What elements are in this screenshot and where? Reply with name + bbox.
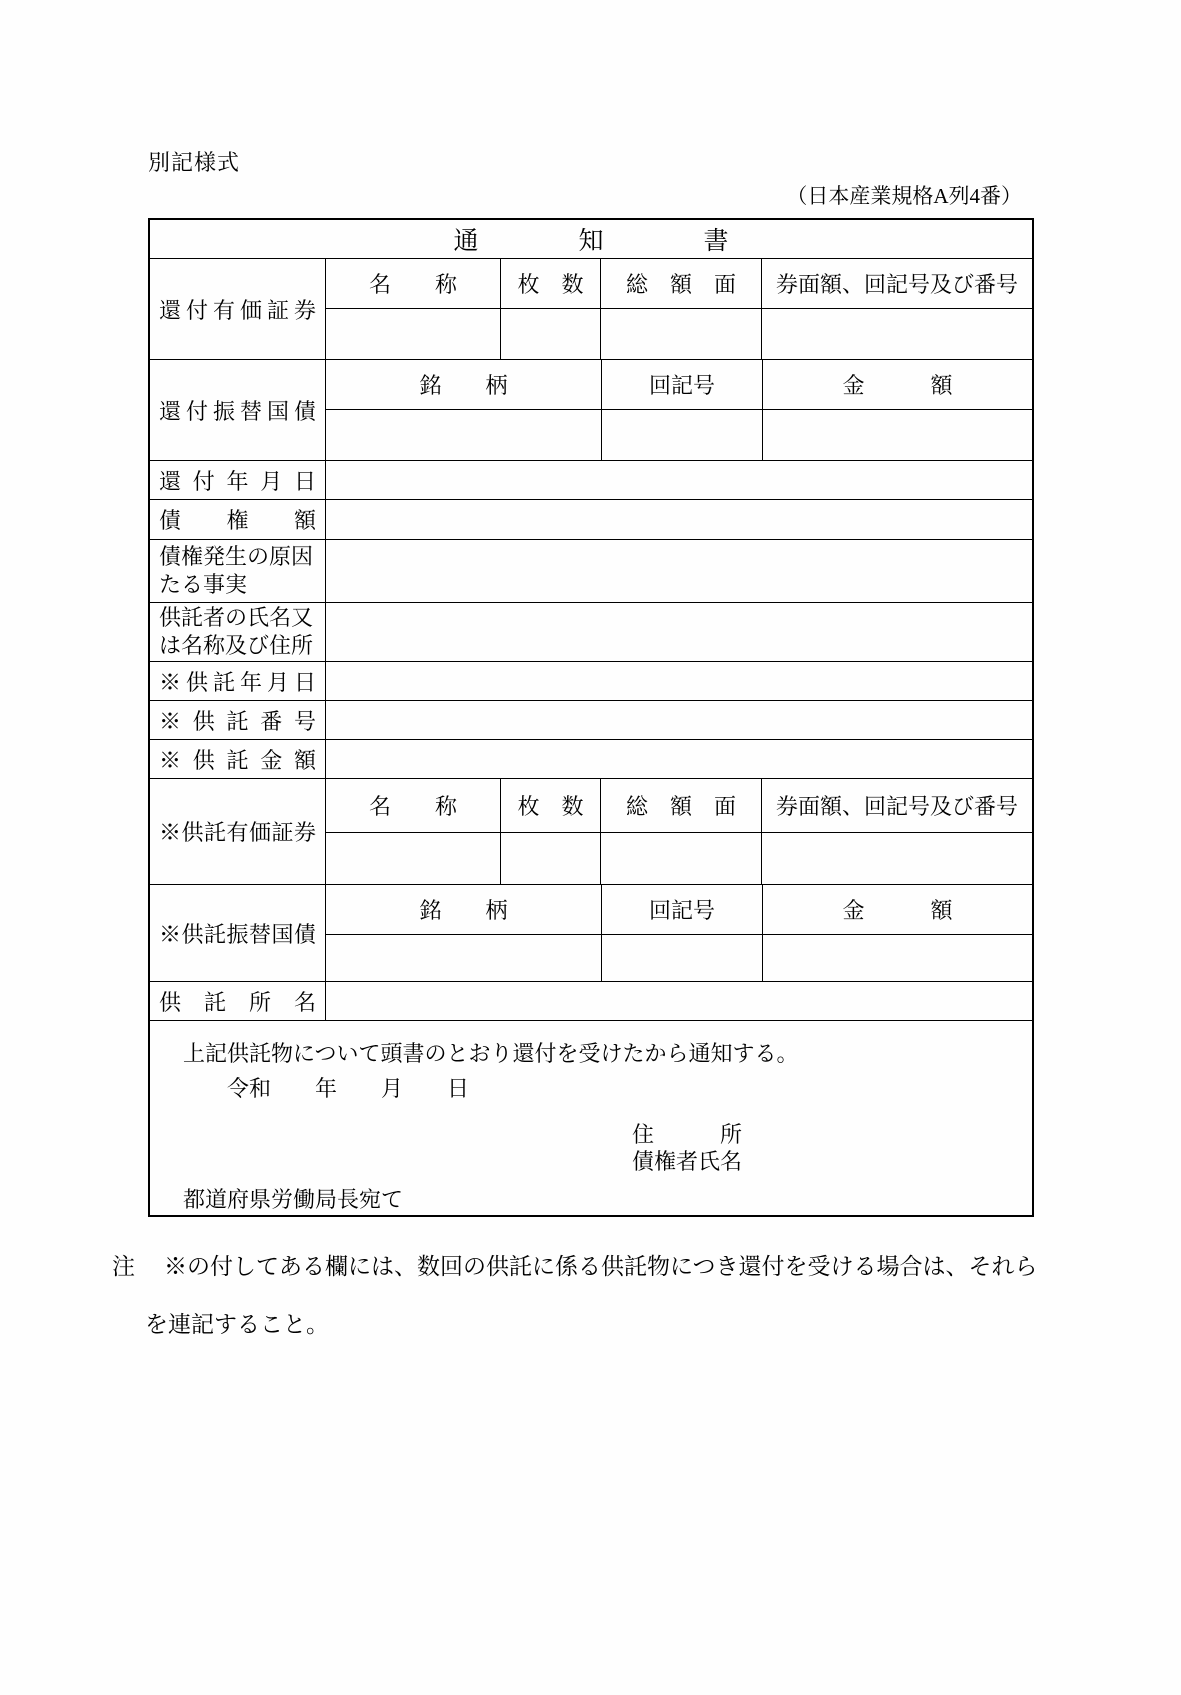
entry-cell-name <box>326 309 500 359</box>
entry-cell-amount <box>762 410 1032 460</box>
row-label: ※供託番号 <box>159 708 316 734</box>
row-label: 供託所名 <box>159 989 316 1015</box>
col-header-amount: 金 額 <box>762 885 1032 934</box>
form-title-row <box>150 220 1032 258</box>
col-header-name: 名 称 <box>368 272 457 297</box>
creditor-name-label: 債権者氏名 <box>632 1149 743 1174</box>
row-label: 還付振替国債 <box>159 398 316 424</box>
col-header-sheets: 枚 数 <box>500 259 600 308</box>
notice-text: 上記供託物について頭書のとおり還付を受けたから通知する。 <box>183 1041 799 1066</box>
col-header-name: 名 称 <box>368 794 457 819</box>
col-header-series: 回記号 <box>601 360 762 409</box>
entry-cell-deposit-office <box>326 982 1032 1020</box>
col-header-total-face: 総 額 面 <box>600 779 761 832</box>
label-refund-transfer-bonds <box>150 360 326 460</box>
row-label: 債権発生の原因たる事実 <box>159 544 314 597</box>
row-deposit-securities <box>150 778 1032 884</box>
row-claim-amount <box>150 499 1032 539</box>
label-claim-amount <box>150 500 326 539</box>
entry-cell-depositor <box>326 603 1032 661</box>
bonds-header-subrow <box>326 360 1032 410</box>
securities-header-subrow <box>326 779 1032 833</box>
row-label: 供託者の氏名又は名称及び住所 <box>159 605 314 658</box>
row-label: ※供託年月日 <box>159 669 316 695</box>
bonds-entry-subrow <box>326 935 1032 981</box>
securities-entry-subrow <box>326 309 1032 359</box>
row-label: 還付有価証券 <box>159 297 316 323</box>
row-deposit-transfer-bonds <box>150 884 1032 981</box>
deposit-securities-grid <box>326 779 1032 884</box>
col-header-amount: 金 額 <box>762 360 1032 409</box>
col-header-issue: 銘 柄 <box>419 373 508 398</box>
entry-cell-total-face <box>600 309 761 359</box>
form-title: 通 知 書 <box>453 228 729 255</box>
entry-cell-amount <box>762 935 1032 981</box>
entry-cell-sheets <box>500 833 600 884</box>
footnote <box>112 1248 1052 1339</box>
paper-size-note: （日本産業規格A列4番） <box>786 184 1022 208</box>
entry-cell-series <box>601 935 762 981</box>
entry-cell-deposit-date <box>326 662 1032 700</box>
row-depositor-name-address <box>150 602 1032 661</box>
label-claim-cause <box>150 540 326 602</box>
row-label: 還付年月日 <box>159 468 316 494</box>
row-refund-securities <box>150 258 1032 359</box>
col-header-certificate-detail: 券面額、回記号及び番号 <box>761 259 1032 308</box>
row-notification-body <box>150 1020 1032 1215</box>
date-line: 令和 年 月 日 <box>227 1076 470 1101</box>
label-refund-securities <box>150 259 326 359</box>
entry-cell-name <box>326 833 500 884</box>
footnote-line-2: を連記すること。 <box>145 1312 329 1337</box>
row-label: ※供託振替国債 <box>159 921 316 947</box>
label-deposit-amount <box>150 740 326 778</box>
row-deposit-number <box>150 700 1032 739</box>
col-header-certificate-detail: 券面額、回記号及び番号 <box>761 779 1032 832</box>
row-label: 債権額 <box>159 508 316 533</box>
entry-cell-claim-amount <box>326 500 1032 539</box>
col-header-issue: 銘 柄 <box>419 898 508 923</box>
label-deposit-date <box>150 662 326 700</box>
form-style-note: 別記様式 <box>148 150 241 175</box>
notification-form-table <box>148 218 1034 1217</box>
label-deposit-number <box>150 701 326 739</box>
entry-cell-refund-date <box>326 461 1032 499</box>
entry-cell-issue <box>326 935 601 981</box>
address-label: 住 所 <box>632 1122 743 1147</box>
entry-cell-certificate-detail <box>761 309 1032 359</box>
label-deposit-transfer-bonds <box>150 885 326 981</box>
row-deposit-date <box>150 661 1032 700</box>
label-deposit-securities <box>150 779 326 884</box>
entry-cell-claim-cause <box>326 540 1032 602</box>
entry-cell-deposit-number <box>326 701 1032 739</box>
refund-securities-grid <box>326 259 1032 359</box>
addressee-line: 都道府県労働局長宛て <box>183 1187 404 1212</box>
entry-cell-total-face <box>600 833 761 884</box>
label-deposit-office <box>150 982 326 1020</box>
row-claim-cause <box>150 539 1032 602</box>
label-refund-date <box>150 461 326 499</box>
securities-header-subrow <box>326 259 1032 309</box>
col-header-total-face: 総 額 面 <box>600 259 761 308</box>
row-deposit-amount <box>150 739 1032 778</box>
label-depositor-name-address <box>150 603 326 661</box>
refund-bonds-grid <box>326 360 1032 460</box>
entry-cell-sheets <box>500 309 600 359</box>
row-label: ※供託金額 <box>159 747 316 773</box>
securities-entry-subrow <box>326 833 1032 884</box>
footnote-marker: 注 <box>112 1254 135 1279</box>
row-refund-transfer-bonds <box>150 359 1032 460</box>
entry-cell-deposit-amount <box>326 740 1032 778</box>
deposit-bonds-grid <box>326 885 1032 981</box>
footnote-line-1 <box>112 1248 1052 1281</box>
row-refund-date <box>150 460 1032 499</box>
entry-cell-series <box>601 410 762 460</box>
entry-cell-certificate-detail <box>761 833 1032 884</box>
bonds-entry-subrow <box>326 410 1032 460</box>
footnote-text: ※の付してある欄には、数回の供託に係る供託物につき還付を受ける場合は、それら <box>164 1254 1038 1279</box>
col-header-series: 回記号 <box>601 885 762 934</box>
row-label: ※供託有価証券 <box>159 820 316 845</box>
col-header-sheets: 枚 数 <box>500 779 600 832</box>
bonds-header-subrow <box>326 885 1032 935</box>
entry-cell-issue <box>326 410 601 460</box>
row-deposit-office <box>150 981 1032 1020</box>
